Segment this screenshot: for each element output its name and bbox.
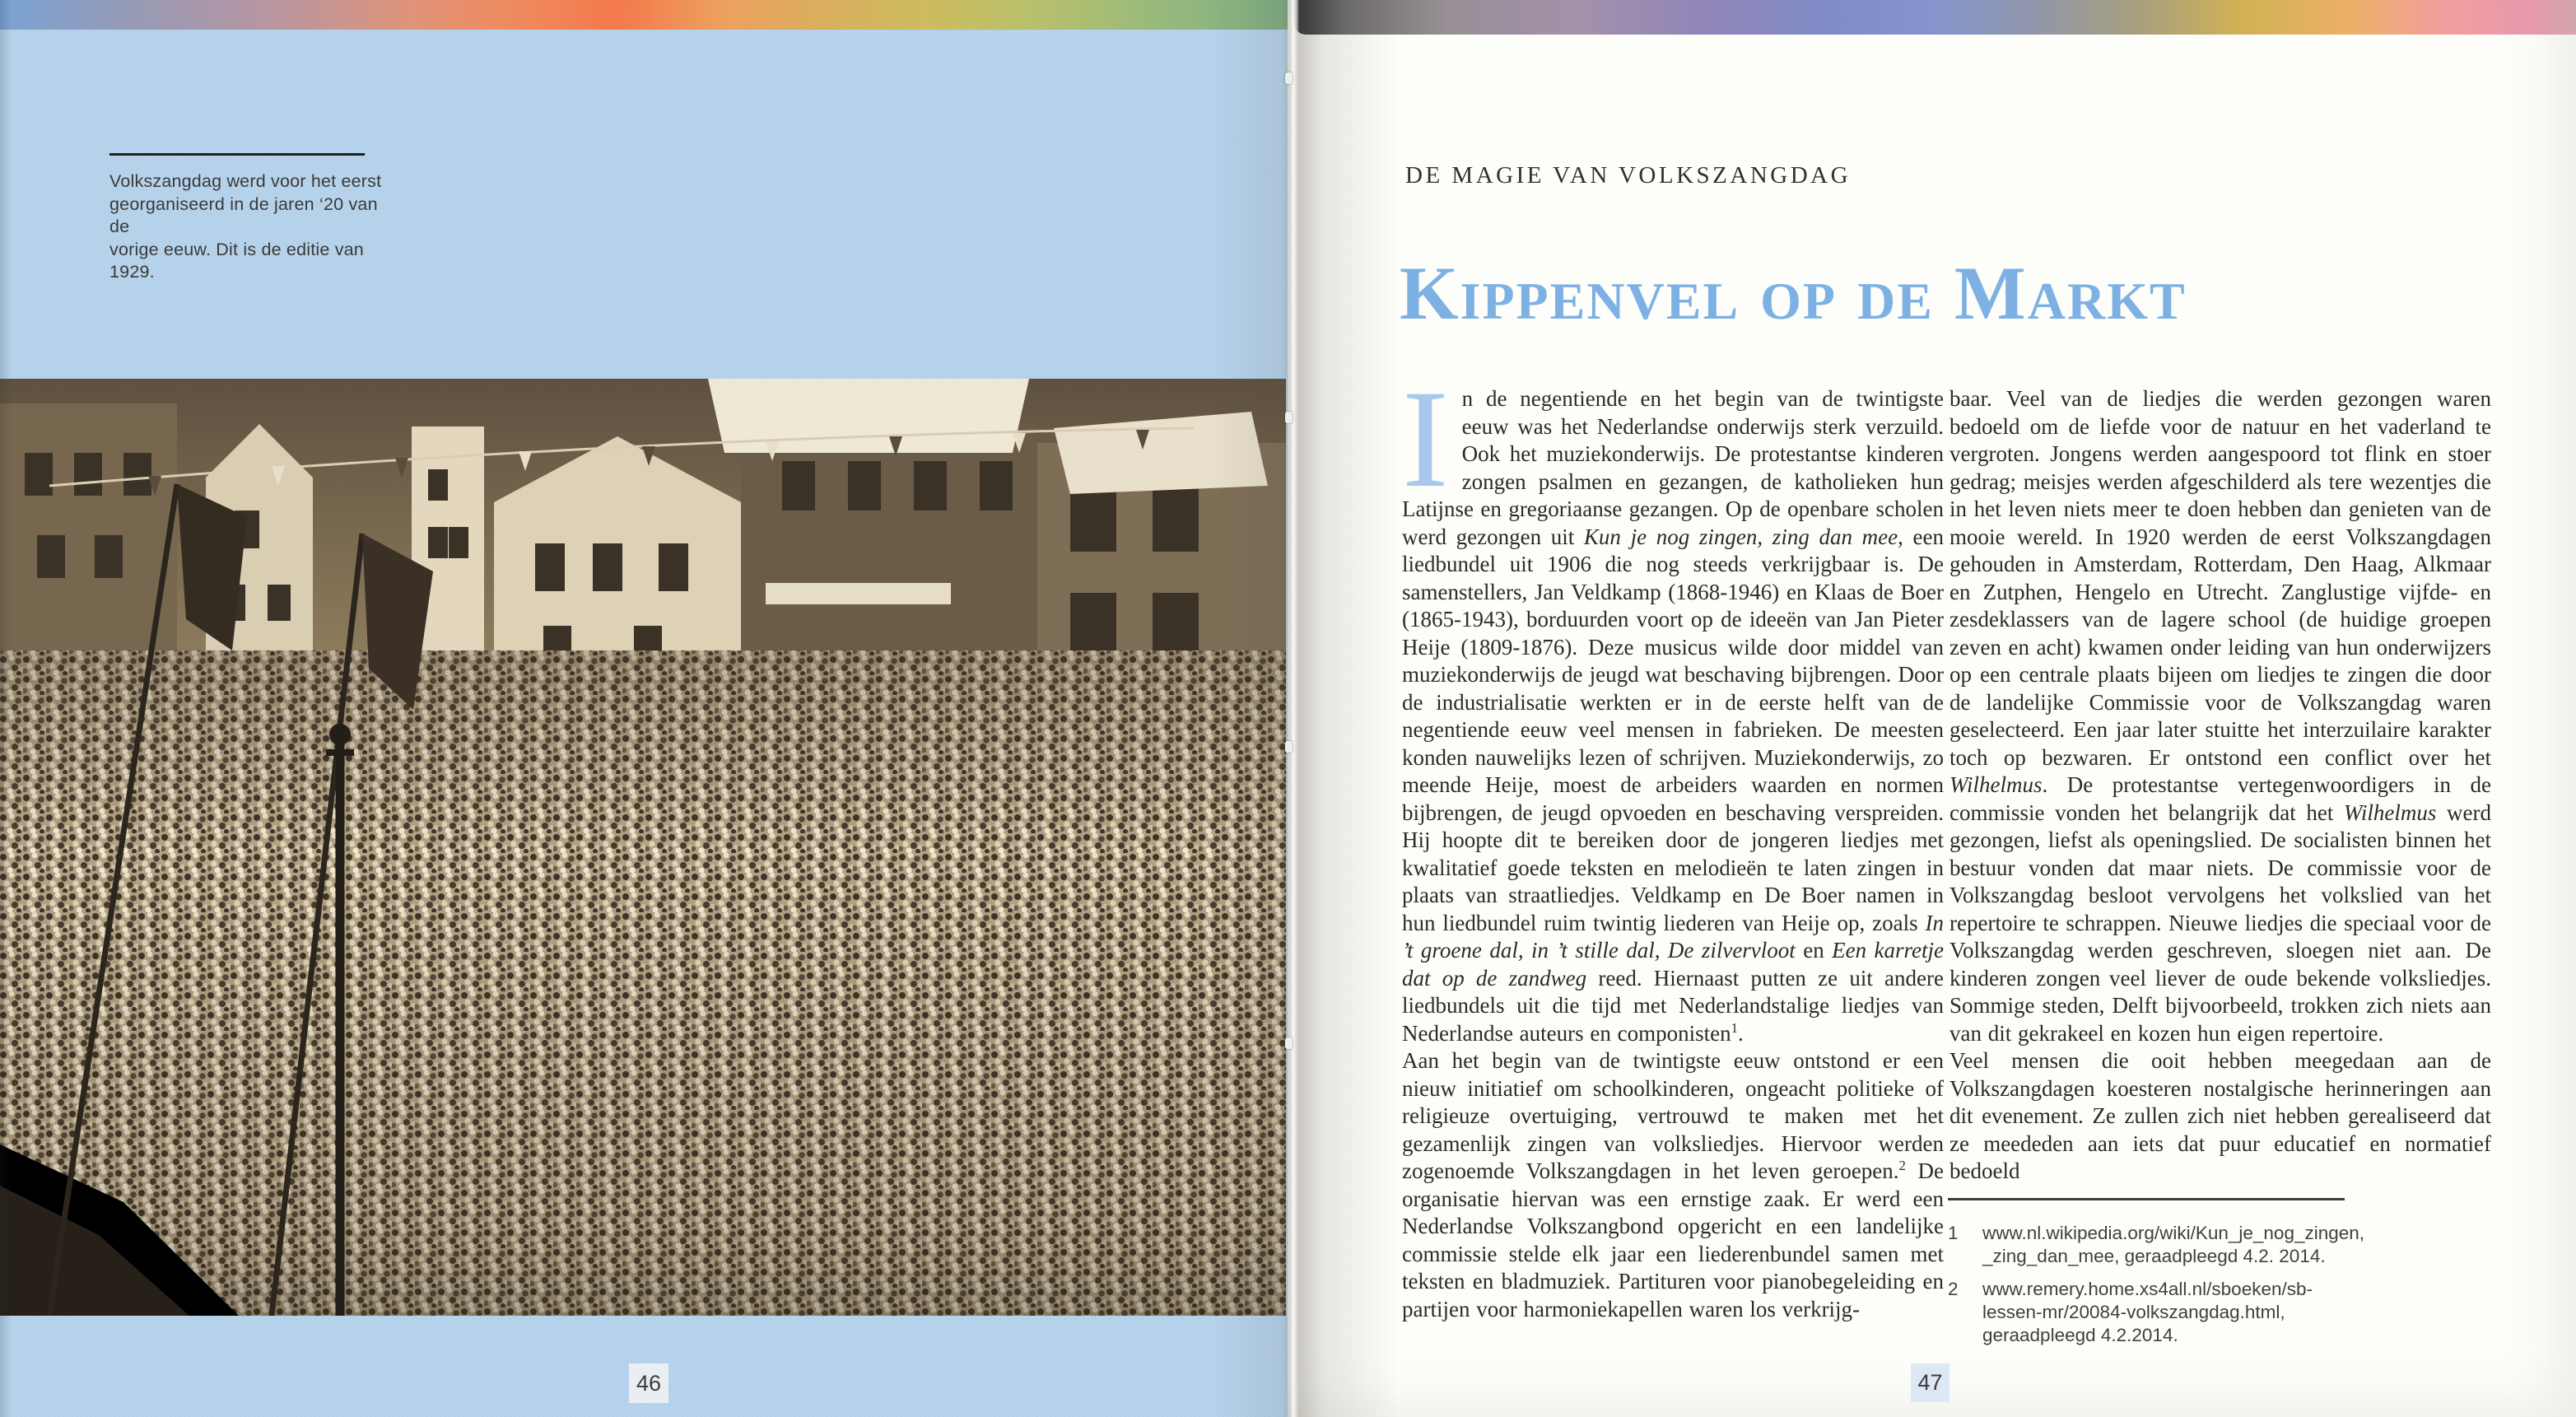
binding-stitch	[1285, 1037, 1293, 1049]
drop-cap: I	[1402, 361, 1449, 516]
paragraph: Aan het begin van de twintigste eeuw ontstond er een nieuw initiatief om schoolkinderen, ongeacht politieke of religieuze overtuiging, vertrouwd te maken met het gezamenlijk zingen van volksliedjes. Hiervoor werden zogenoemde Volkszangdagen in het leven geroepen.$^2$ De organisatie hiervan was een ernstige zaak. Er werd een Nederlandse Volkszangbond opgericht en een landelijke commissie stelde elk jaar een liederenbundel samen met teksten en bladmuziek. Partituren voor pianobegeleiding en partijen voor harmoniekapellen waren los verkrijg-	[1402, 1048, 1945, 1321]
caption-line: georganiseerd in de jaren ‘20 van de	[109, 193, 378, 236]
footnotes	[1948, 1198, 2409, 1357]
caption-rule	[109, 153, 365, 156]
paragraph: Veel mensen die ooit hebben meegedaan aan de Volkszangdagen koesteren nostalgische herinneringen aan dit evenement. Ze zullen zich niet hebben gerealiseerd dat ze meededen aan iets dat puur educatief en normatief bedoeld	[1949, 1048, 2491, 1183]
page-number-box-left	[629, 1363, 668, 1403]
rainbow-strip-left	[0, 0, 1288, 30]
caption-line: Volkszangdag werd voor het eerst	[109, 171, 382, 191]
text-column-right	[1949, 385, 2491, 1186]
paragraph: In de negentiende en het begin van de twintigste eeuw was het Nederlandse onderwijs sterk verzuild. Ook het muziekonderwijs. De protestantse kinderen zongen psalmen en gezangen, de katholieken hun Latijnse en gregoriaanse gezangen. Op de openbare scholen werd gezongen uit Kun je nog zingen, zing dan mee, een liedbundel uit 1906 die nog steeds verkrijgbaar is. De samenstellers, Jan Veldkamp (1868-1946) en Klaas de Boer (1865-1943), borduurden voort op de ideeën van Jan Pieter Heije (1809-1876). Deze musicus wilde door middel van muziekonderwijs de jeugd wat beschaving bijbrengen. Door de industrialisatie werkten er in de eerste helft van de negentiende eeuw veel mensen in fabrieken. De meesten konden nauwelijks lezen of schrijven. Muziekonderwijs, zo meende Heije, moest de arbeiders waarden en normen bijbrengen, de jeugd opvoeden en beschaving verspreiden. Hij hoopte dit te bereiken door de jongeren liedjes met kwalitatief goede teksten en melodieën te laten zingen in plaats van straatliedjes. Veldkamp en De Boer namen in hun liedbundel ruim twintig liederen van Heije op, zoals In ’t groene dal, in ’t stille dal, De zilvervloot en Een karretje dat op de zandweg reed. Hiernaast putten ze uit andere liedbundels uit die tijd met Nederlandstalige liedjes van Nederlandse auteurs en componisten$^1$.	[1402, 361, 1944, 1046]
chapter-kicker: DE MAGIE VAN VOLKSZANGDAG	[1405, 162, 1852, 189]
footnote-text: www.remery.home.xs4all.nl/sboeken/sb-lessen-mr/20084-volkszangdag.html, geraadpleegd 4.2.2014.	[1982, 1279, 2313, 1345]
footnote-text: www.nl.wikipedia.org/wiki/Kun_je_nog_zingen,_zing_dan_mee, geraadpleegd 4.2. 2014.	[1982, 1223, 2365, 1266]
market-square-photo	[0, 379, 1286, 1316]
footnote	[1948, 1278, 2409, 1347]
footnote-rule	[1948, 1198, 2345, 1200]
text-column-left	[1402, 361, 1945, 1323]
photo-caption-block	[109, 153, 389, 284]
rainbow-strip-right	[1294, 0, 2576, 35]
article-title: Kippenvel op de Markt	[1400, 250, 2187, 335]
page-number-left: 46	[636, 1370, 662, 1396]
footnote-number: 1	[1948, 1223, 1959, 1243]
page-number-right: 47	[1917, 1370, 1943, 1395]
binding-stitch	[1285, 412, 1293, 423]
paragraph: baar. Veel van de liedjes die werden gezongen waren bedoeld om de liefde voor de natuur en het vaderland te vergroten. Jongens werden aangespoord tot flink en stoer gedrag; meisjes werden afgeschilderd als tere wezentjes die in het leven niets meer te doen hebben dan genieten van de mooie wereld. In 1920 werden de eerst Volkszangdagen gehouden in Amsterdam, Rotterdam, Den Haag, Alkmaar en Zutphen, Hengelo en Utrecht. Zanglustige vijfde- en zesdeklassers van de lagere school (de huidige groepen zeven en acht) kwamen onder leiding van hun onderwijzers op een centrale plaats bijeen om liedjes te zingen die door de landelijke Commissie voor de Volkszangdag waren geselecteerd. Een jaar later stuitte het interzuilaire karakter toch op bezwaren. Er ontstond een conflict over het Wilhelmus. De protestantse vertegenwoordigers in de commissie vonden het belangrijk dat het Wilhelmus werd gezongen, liefst als openingslied. De socialisten binnen het bestuur vonden dat maar niets. De commissie voor de Volkszangdag besloot vervolgens het volkslied van het repertoire te schrappen. Nieuwe liedjes die speciaal voor de Volkszangdag werden geschreven, sloegen niet aan. De kinderen zongen veel liever de oude bekende volksliedjes. Sommige steden, Delft bijvoorbeeld, trokken zich niets aan van dit gekrakeel en kozen hun eigen repertoire.	[1949, 386, 2491, 1046]
page-number-box-right	[1911, 1363, 1949, 1402]
footnote	[1948, 1222, 2409, 1268]
binding-stitch	[1285, 72, 1293, 84]
binding-stitch	[1285, 741, 1293, 753]
caption-line: vorige eeuw. Dit is de editie van 1929.	[109, 239, 364, 282]
footnote-number: 2	[1948, 1279, 1959, 1299]
